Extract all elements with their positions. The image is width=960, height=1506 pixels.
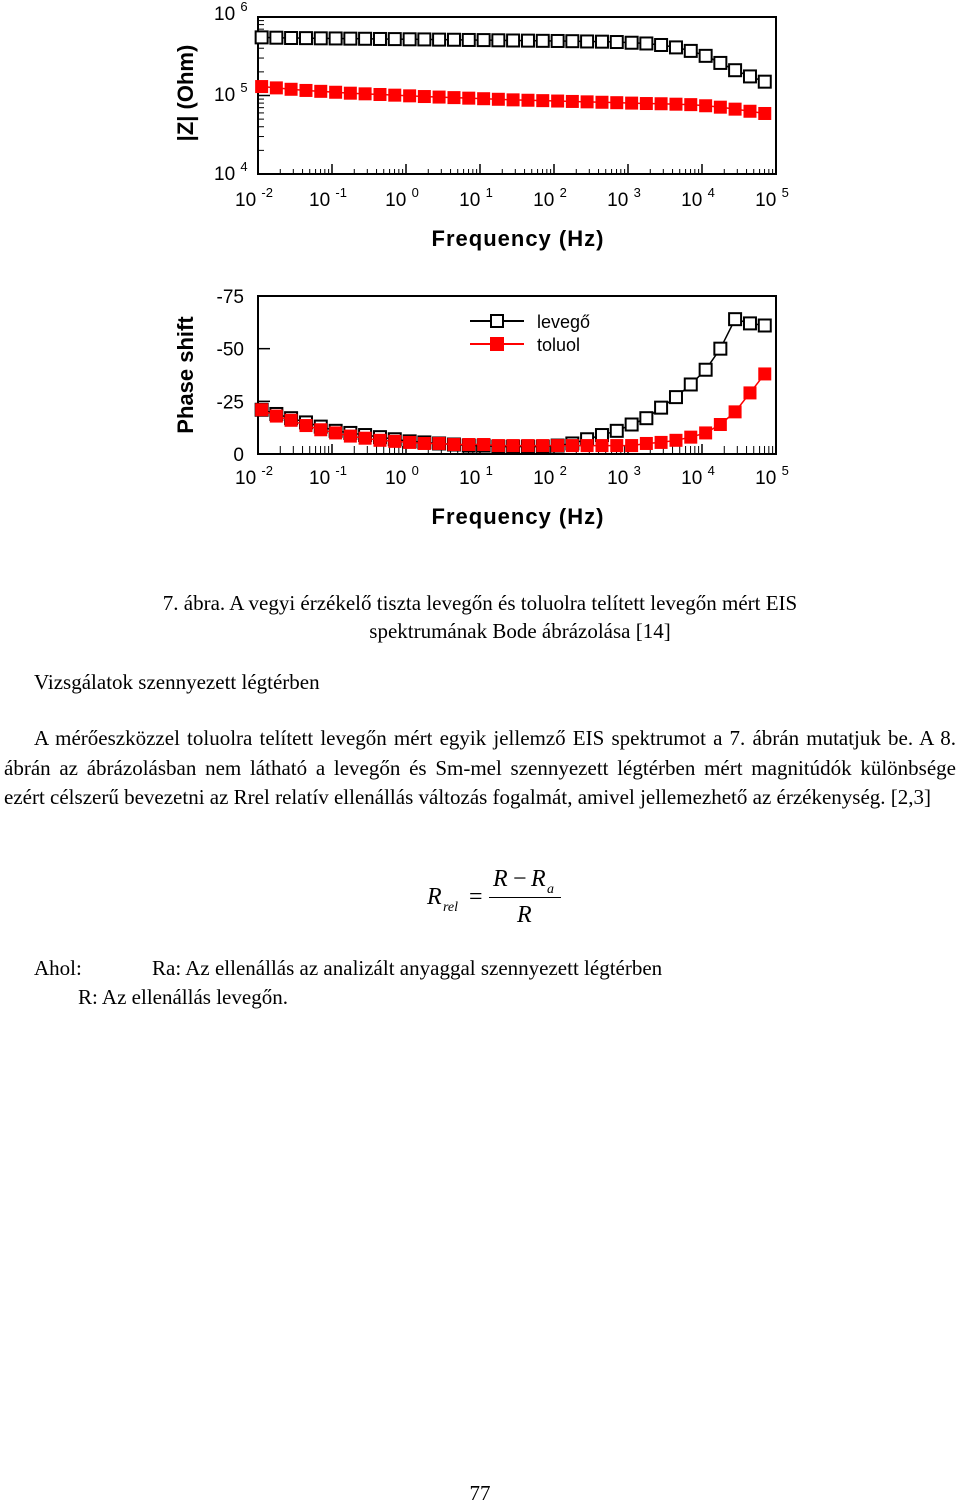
data-point-levego: [759, 76, 771, 88]
data-point-toluol: [315, 424, 327, 436]
data-point-toluol: [566, 95, 578, 107]
x-tick-exponent: 2: [559, 185, 567, 200]
data-point-levego: [655, 39, 667, 51]
y-axis-label: Phase shift: [173, 316, 198, 434]
data-point-toluol: [596, 96, 608, 108]
data-point-toluol: [418, 437, 430, 449]
y-tick-exponent: 4: [240, 159, 248, 174]
x-tick-label: 10 $^3$: [607, 463, 641, 489]
data-point-toluol: [270, 410, 282, 422]
impedance-magnitude-chart: [0, 0, 960, 260]
data-point-toluol: [522, 440, 534, 452]
data-point-toluol: [581, 96, 593, 108]
data-point-levego: [744, 70, 756, 82]
x-tick-exponent: 2: [559, 463, 567, 478]
fraction-bar: [489, 897, 561, 898]
x-tick-exponent: -1: [335, 185, 347, 200]
x-tick-exponent: 0: [411, 185, 419, 200]
x-tick-label: 10 $^1$: [459, 463, 493, 489]
data-point-levego: [640, 37, 652, 49]
y-tick-label: -75: [216, 287, 244, 308]
data-point-toluol: [404, 90, 416, 102]
x-tick-exponent: 1: [485, 185, 493, 200]
formula-denominator: R: [517, 902, 532, 928]
data-point-toluol: [285, 83, 297, 95]
data-point-toluol: [448, 92, 460, 104]
data-point-toluol: [300, 84, 312, 96]
data-point-levego: [670, 391, 682, 403]
data-point-toluol: [374, 88, 386, 100]
data-point-toluol: [655, 98, 667, 110]
data-point-levego: [596, 36, 608, 48]
section-subheading: Vizsgálatok szennyezett légtérben: [34, 670, 320, 694]
data-point-levego: [552, 35, 564, 47]
x-tick-label: 10 $^5$: [755, 463, 789, 489]
data-point-toluol: [685, 431, 697, 443]
data-point-toluol: [300, 420, 312, 432]
data-point-toluol: [433, 437, 445, 449]
data-point-toluol: [507, 94, 519, 106]
definition-ra: Ra: Az ellenállás az analizált anyaggal szennyezett légtérben: [152, 956, 663, 980]
data-point-toluol: [640, 437, 652, 449]
y-tick-label: 10 $^4$: [214, 159, 248, 185]
x-tick-exponent: 5: [781, 185, 789, 200]
data-point-levego: [418, 33, 430, 45]
data-point-levego: [433, 34, 445, 46]
data-point-levego: [566, 35, 578, 47]
data-point-toluol: [285, 414, 297, 426]
data-point-levego: [374, 33, 386, 45]
data-point-toluol: [537, 95, 549, 107]
data-point-toluol: [685, 99, 697, 111]
rrel-formula: [425, 866, 585, 936]
legend-levego-marker: [491, 315, 503, 327]
x-tick-exponent: -2: [261, 185, 273, 200]
data-point-toluol: [463, 92, 475, 104]
data-point-levego: [270, 32, 282, 44]
phase-shift-chart: [0, 270, 960, 540]
data-point-levego: [714, 343, 726, 355]
data-point-levego: [537, 35, 549, 47]
x-tick-exponent: 5: [781, 463, 789, 478]
y-tick-exponent: 5: [240, 80, 248, 95]
data-point-toluol: [552, 95, 564, 107]
y-tick-label: 0: [233, 445, 244, 466]
data-point-toluol: [492, 440, 504, 452]
data-point-toluol: [256, 404, 268, 416]
data-point-levego: [655, 402, 667, 414]
data-point-toluol: [744, 105, 756, 117]
data-point-toluol: [330, 86, 342, 98]
x-tick-label: 10 $^5$: [755, 185, 789, 211]
data-point-toluol: [626, 440, 638, 452]
x-tick-exponent: 4: [707, 185, 715, 200]
x-tick-label: 10 $^2$: [533, 463, 567, 489]
data-point-levego: [285, 32, 297, 44]
data-point-levego: [448, 34, 460, 46]
data-point-toluol: [389, 435, 401, 447]
data-point-toluol: [700, 100, 712, 112]
data-point-levego: [359, 33, 371, 45]
data-point-levego: [389, 33, 401, 45]
data-point-levego: [685, 378, 697, 390]
data-point-levego: [256, 31, 268, 43]
data-point-levego: [626, 419, 638, 431]
formula-equals: =: [469, 884, 483, 910]
data-point-toluol: [552, 440, 564, 452]
y-axis-label: |Z| (Ohm): [173, 44, 198, 142]
data-point-toluol: [670, 434, 682, 446]
data-point-toluol: [611, 440, 623, 452]
data-point-toluol: [478, 439, 490, 451]
data-point-levego: [729, 313, 741, 325]
data-point-levego: [522, 35, 534, 47]
data-point-toluol: [522, 94, 534, 106]
data-point-levego: [507, 34, 519, 46]
data-point-levego: [700, 50, 712, 62]
x-tick-label: 10 $^{-1}$: [309, 463, 347, 489]
figure-caption-line1: 7. ábra. A vegyi érzékelő tiszta levegőn és toluolra telített levegőn mért EIS: [162, 591, 798, 615]
data-point-toluol: [389, 89, 401, 101]
data-point-toluol: [448, 439, 460, 451]
y-tick-label: 10 $^5$: [214, 80, 248, 106]
data-point-toluol: [315, 85, 327, 97]
definition-r: R: Az ellenállás levegőn.: [78, 985, 288, 1009]
x-tick-exponent: 3: [633, 463, 641, 478]
data-point-toluol: [759, 368, 771, 380]
x-axis-label: Frequency (Hz): [431, 504, 605, 529]
y-tick-label: -25: [216, 392, 244, 414]
x-tick-label: 10 $^{-2}$: [235, 463, 273, 489]
data-point-toluol: [344, 430, 356, 442]
data-point-levego: [640, 412, 652, 424]
x-tick-label: 10 $^4$: [681, 185, 715, 211]
data-point-toluol: [463, 439, 475, 451]
data-point-levego: [404, 33, 416, 45]
x-tick-exponent: -1: [335, 463, 347, 478]
x-tick-label: 10 $^3$: [607, 185, 641, 211]
data-point-toluol: [670, 98, 682, 110]
body-paragraph: [4, 724, 956, 813]
formula-numerator-ra: R: [531, 866, 546, 892]
y-tick-label: 10 $^6$: [214, 0, 248, 25]
data-point-toluol: [330, 427, 342, 439]
data-point-levego: [478, 34, 490, 46]
data-point-toluol: [507, 440, 519, 452]
data-point-toluol: [596, 440, 608, 452]
data-point-toluol: [404, 436, 416, 448]
data-point-levego: [611, 425, 623, 437]
data-point-levego: [330, 32, 342, 44]
data-point-levego: [315, 32, 327, 44]
data-point-toluol: [566, 440, 578, 452]
y-tick-label: -50: [216, 339, 244, 361]
data-point-toluol: [626, 97, 638, 109]
x-tick-exponent: 4: [707, 463, 715, 478]
data-point-toluol: [640, 98, 652, 110]
paragraph-text: A mérőeszközzel toluolra telített levegőn mért egyik jellemző EIS spektrumot a 7. ábrán mutatjuk be. A 8. ábrán az ábrázolásban nem látható a levegőn és Sm-mel szennyezett légtérben mért magnitúdók különbsége ezért célszerű bevezetni az Rrel relatív ellenállás változás fogalmát, amivel jellemezhető az érzékenység. [2,3]: [4, 726, 956, 809]
data-point-toluol: [359, 432, 371, 444]
data-point-levego: [729, 64, 741, 76]
data-point-toluol: [344, 87, 356, 99]
legend-levego-label: levegő: [537, 312, 591, 332]
data-point-levego: [463, 34, 475, 46]
data-point-toluol: [256, 81, 268, 93]
x-tick-label: 10 $^{-2}$: [235, 185, 273, 211]
data-point-levego: [611, 36, 623, 48]
figure-caption-line2: spektrumának Bode ábrázolása [14]: [369, 619, 671, 643]
x-tick-exponent: 3: [633, 185, 641, 200]
formula-lhs: R: [427, 884, 442, 910]
data-point-toluol: [700, 427, 712, 439]
x-tick-label: 10 $^4$: [681, 463, 715, 489]
x-axis-label: Frequency (Hz): [431, 226, 605, 251]
data-point-levego: [700, 364, 712, 376]
data-point-toluol: [492, 93, 504, 105]
data-point-levego: [344, 33, 356, 45]
legend: [470, 312, 590, 355]
data-point-toluol: [537, 440, 549, 452]
data-point-levego: [759, 319, 771, 331]
data-point-toluol: [714, 419, 726, 431]
definitions-label: Ahol:: [34, 956, 82, 980]
data-point-levego: [300, 32, 312, 44]
x-tick-label: 10 $^0$: [385, 185, 419, 211]
x-tick-label: 10 $^2$: [533, 185, 567, 211]
data-point-toluol: [433, 91, 445, 103]
x-tick-label: 10 $^1$: [459, 185, 493, 211]
legend-toluol-marker: [491, 338, 503, 350]
data-point-toluol: [270, 82, 282, 94]
data-point-toluol: [744, 387, 756, 399]
data-point-levego: [714, 57, 726, 69]
data-point-levego: [744, 317, 756, 329]
data-point-levego: [670, 41, 682, 53]
x-tick-label: 10 $^0$: [385, 463, 419, 489]
x-tick-label: 10 $^{-1}$: [309, 185, 347, 211]
data-point-toluol: [714, 101, 726, 113]
formula-lhs-sub: rel: [443, 900, 459, 915]
data-point-toluol: [729, 406, 741, 418]
data-point-levego: [626, 37, 638, 49]
data-point-toluol: [759, 107, 771, 119]
data-point-toluol: [478, 93, 490, 105]
data-point-levego: [492, 34, 504, 46]
formula-numerator-ra-sub: a: [547, 882, 554, 897]
data-point-toluol: [729, 103, 741, 115]
x-tick-exponent: 1: [485, 463, 493, 478]
page-number: 77: [469, 1481, 491, 1505]
data-point-toluol: [581, 440, 593, 452]
data-point-toluol: [359, 88, 371, 100]
formula-numerator-r: R: [493, 866, 508, 892]
data-point-toluol: [611, 97, 623, 109]
y-tick-exponent: 6: [240, 0, 248, 14]
x-tick-exponent: 0: [411, 463, 419, 478]
data-point-toluol: [418, 91, 430, 103]
data-point-toluol: [374, 434, 386, 446]
data-point-levego: [581, 35, 593, 47]
x-tick-exponent: -2: [261, 463, 273, 478]
legend-toluol-label: toluol: [537, 335, 581, 355]
formula-minus: −: [513, 866, 527, 892]
data-point-levego: [685, 45, 697, 57]
data-point-toluol: [655, 436, 667, 448]
